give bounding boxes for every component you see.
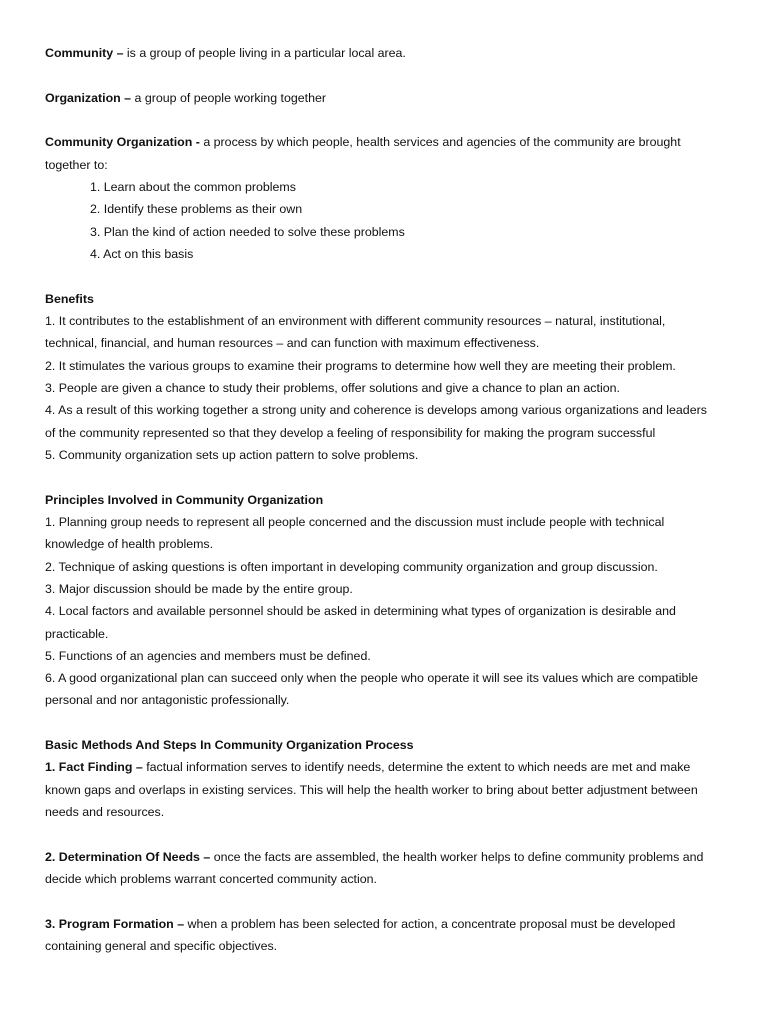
benefits-heading: Benefits xyxy=(45,292,94,306)
principles-line: 1. Planning group needs to represent all people concerned and the discussion must include people with technical xyxy=(45,515,665,529)
principles-line: 3. Major discussion should be made by the entire group. xyxy=(45,582,353,596)
term-organization: Organization – xyxy=(45,91,132,105)
method-fact-finding: 1. Fact Finding – factual information serves to identify needs, determine the extent to which needs are met and make xyxy=(45,760,691,774)
benefits-line: of the community represented so that they develop a feeling of responsibility for making the program successful xyxy=(45,426,656,440)
list-item: 4. Act on this basis xyxy=(90,247,194,261)
definition-community-organization: Community Organization - a process by which people, health services and agencies of the community are brought xyxy=(45,135,681,149)
method-program-formation: 3. Program Formation – when a problem has been selected for action, a concentrate proposal must be developed xyxy=(45,917,676,931)
list-item: 3. Plan the kind of action needed to solve these problems xyxy=(90,225,405,239)
benefits-line: 4. As a result of this working together a strong unity and coherence is develops among various organizations and leaders xyxy=(45,403,707,417)
methods-heading: Basic Methods And Steps In Community Organization Process xyxy=(45,738,414,752)
method-text: containing general and specific objectives. xyxy=(45,939,278,953)
benefits-line: 1. It contributes to the establishment of an environment with different community resources – natural, institutional, xyxy=(45,314,666,328)
principles-line: 2. Technique of asking questions is often important in developing community organization and group discussion. xyxy=(45,560,658,574)
definition-text: together to: xyxy=(45,158,108,172)
principles-line: 6. A good organizational plan can succeed only when the people who operate it will see its values which are compatible xyxy=(45,671,698,685)
term-community-organization: Community Organization - xyxy=(45,135,200,149)
principles-line: practicable. xyxy=(45,627,109,641)
benefits-line: 3. People are given a chance to study their problems, offer solutions and give a chance to plan an action. xyxy=(45,381,620,395)
method-text: decide which problems warrant concerted community action. xyxy=(45,872,377,886)
definition-organization: Organization – a group of people working together xyxy=(45,91,327,105)
benefits-line: technical, financial, and human resources – and can function with maximum effectiveness. xyxy=(45,336,540,350)
method-text: needs and resources. xyxy=(45,805,165,819)
benefits-line: 2. It stimulates the various groups to examine their programs to determine how well they are meeting their problem. xyxy=(45,359,676,373)
list-item: 1. Learn about the common problems xyxy=(90,180,296,194)
principles-heading: Principles Involved in Community Organization xyxy=(45,493,324,507)
benefits-line: 5. Community organization sets up action pattern to solve problems. xyxy=(45,448,419,462)
principles-line: personal and nor antagonistic professionally. xyxy=(45,693,290,707)
principles-line: 4. Local factors and available personnel should be asked in determining what types of organization is desirable and xyxy=(45,604,676,618)
method-text: known gaps and overlaps in existing services. This will help the health worker to bring about better adjustment between xyxy=(45,783,698,797)
principles-line: 5. Functions of an agencies and members must be defined. xyxy=(45,649,371,663)
principles-line: knowledge of health problems. xyxy=(45,537,214,551)
method-determination-of-needs: 2. Determination Of Needs – once the facts are assembled, the health worker helps to define community problems and xyxy=(45,850,704,864)
definition-community: Community – is a group of people living in a particular local area. xyxy=(45,46,406,60)
term-community: Community – xyxy=(45,46,124,60)
list-item: 2. Identify these problems as their own xyxy=(90,202,303,216)
